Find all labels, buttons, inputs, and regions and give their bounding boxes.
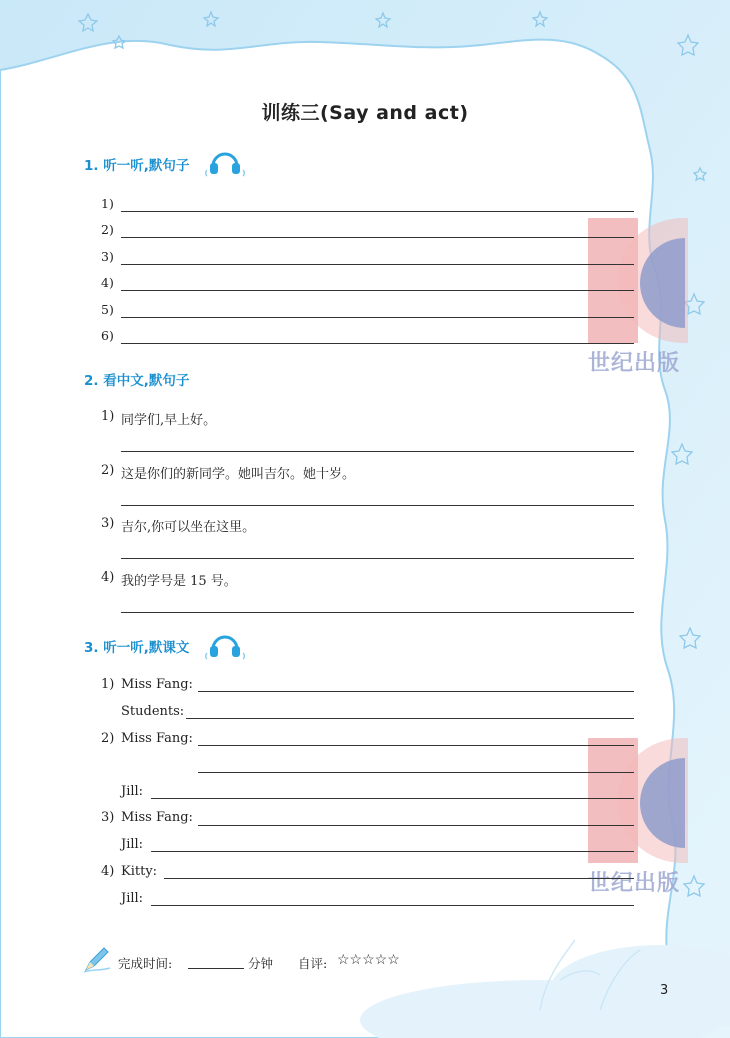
answer-line[interactable] (151, 905, 634, 906)
s3-speaker: Kitty: (121, 864, 158, 879)
time-unit: 分钟 (248, 956, 274, 971)
time-input-line[interactable] (188, 968, 244, 969)
self-eval-label: 自评: (298, 956, 328, 971)
rating-stars[interactable]: ☆☆☆☆☆ (337, 952, 400, 968)
pencil-icon (82, 944, 112, 978)
s3-row-num: 1) (101, 677, 115, 692)
answer-line[interactable] (121, 505, 634, 506)
answer-line[interactable] (121, 558, 634, 559)
answer-line[interactable] (198, 772, 634, 773)
s3-speaker: Students: (121, 704, 185, 719)
s2-item-num: 1) (101, 409, 115, 424)
s3-speaker: Miss Fang: (121, 810, 193, 825)
answer-line[interactable] (198, 691, 634, 692)
s1-item-num: 1) (101, 196, 114, 211)
headphones-icon (205, 148, 245, 182)
s1-item-num: 4) (101, 275, 114, 290)
s2-item-num: 2) (101, 463, 115, 478)
s3-row-num: 2) (101, 731, 115, 746)
section2-title: 2. 看中文,默句子 (84, 373, 190, 389)
s1-item-num: 3) (101, 249, 114, 264)
s3-speaker: Jill: (121, 891, 144, 906)
s3-row-num: 3) (101, 810, 115, 825)
answer-line[interactable] (121, 317, 634, 318)
page-number: 3 (660, 983, 669, 998)
answer-line[interactable] (186, 718, 634, 719)
s2-item-text: 同学们,早上好。 (121, 413, 217, 428)
s1-item-num: 6) (101, 328, 114, 343)
answer-line[interactable] (198, 825, 634, 826)
s2-item-text: 我的学号是 15 号。 (121, 574, 237, 589)
section3-title: 3. 听一听,默课文 (84, 640, 190, 656)
headphones-icon (205, 631, 245, 665)
answer-line[interactable] (121, 264, 634, 265)
answer-line[interactable] (121, 290, 634, 291)
watermark-bottom (588, 738, 688, 898)
answer-line[interactable] (121, 343, 634, 344)
watermark-logo (588, 738, 688, 863)
s3-speaker: Miss Fang: (121, 731, 193, 746)
answer-line[interactable] (151, 798, 634, 799)
s2-item-text: 这是你们的新同学。她叫吉尔。她十岁。 (121, 467, 356, 482)
s3-speaker: Jill: (121, 784, 144, 799)
answer-line[interactable] (121, 451, 634, 452)
s1-item-num: 5) (101, 302, 114, 317)
s3-row-num: 4) (101, 864, 115, 879)
s2-item-num: 3) (101, 516, 115, 531)
answer-line[interactable] (121, 237, 634, 238)
s2-item-text: 吉尔,你可以坐在这里。 (121, 520, 256, 535)
watermark-top (588, 218, 688, 378)
answer-line[interactable] (198, 745, 634, 746)
s3-speaker: Miss Fang: (121, 677, 193, 692)
answer-line[interactable] (121, 211, 634, 212)
watermark-text: 世纪出版 (588, 351, 681, 376)
section1-title: 1. 听一听,默句子 (84, 158, 190, 174)
answer-line[interactable] (151, 851, 634, 852)
answer-line[interactable] (164, 878, 634, 879)
watermark-text: 世纪出版 (588, 871, 681, 896)
s3-speaker: Jill: (121, 837, 144, 852)
answer-line[interactable] (121, 612, 634, 613)
s1-item-num: 2) (101, 222, 114, 237)
s2-item-num: 4) (101, 570, 115, 585)
page-title: 训练三(Say and act) (261, 102, 469, 124)
time-label: 完成时间: (118, 956, 173, 971)
